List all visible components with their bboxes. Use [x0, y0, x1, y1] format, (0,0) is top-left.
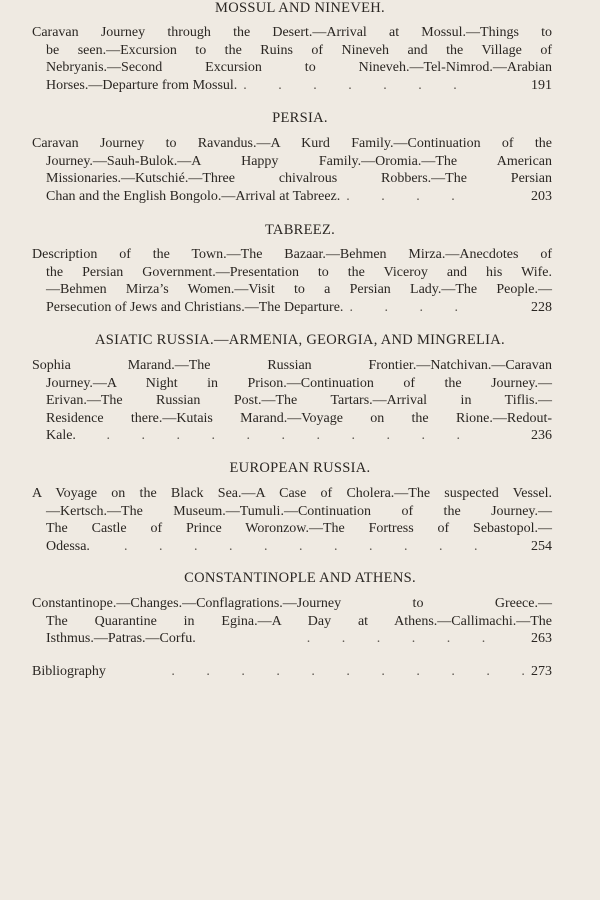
entry-line: Residence there.—Kutais Marand.—Voyage on the Rione.—Redout-	[46, 410, 552, 426]
toc-entry	[32, 485, 552, 555]
toc-entry	[32, 246, 552, 316]
page-number: 228	[531, 299, 552, 315]
entry-last-line	[32, 630, 552, 648]
entry-last-line	[32, 663, 552, 681]
entry-last-line	[32, 188, 552, 206]
entry-line: The Quarantine in Egina.—A Day at Athens.—Callimachi.—The	[46, 613, 552, 629]
entry-line: Nebryanis.—Second Excursion to Nineveh.—Tel-Nimrod.—Arabian	[46, 60, 552, 75]
entry-last-line	[32, 538, 552, 556]
toc-entry	[32, 357, 552, 445]
entry-line: Description of the Town.—The Bazaar.—Behmen Mirza.—Anecdotes of	[32, 247, 552, 262]
entry-line: —Kertsch.—The Museum.—Tumuli.—Continuation of the Journey.—	[46, 503, 552, 519]
section-heading: CONSTANTINOPLE AND ATHENS.	[184, 570, 416, 586]
section-heading: TABREEZ.	[264, 222, 336, 238]
bibliography-label: Bibliography	[32, 664, 106, 679]
page-number: 236	[531, 428, 552, 443]
section-heading: EUROPEAN RUSSIA.	[229, 460, 371, 476]
page-number: 273	[531, 664, 552, 679]
entry-line: Journey.—A Night in Prison.—Continuation of the Journey.—	[46, 375, 552, 391]
entry-line: Isthmus.—Patras.—Corfu.	[46, 631, 196, 646]
toc-entry	[32, 595, 552, 648]
dot-leader: . . . . . . . . . . .	[111, 664, 525, 679]
entry-line: Missionaries.—Kutschié.—Three chivalrous Robbers.—The Persian	[46, 171, 552, 186]
entry-line: be seen.—Excursion to the Ruins of Nineveh and the Village of	[46, 42, 552, 58]
entry-line: Caravan Journey through the Desert.—Arrival at Mossul.—Things to	[32, 25, 552, 40]
entry-line: Chan and the English Bongolo.—Arrival at Tabreez.	[46, 188, 341, 204]
dot-leader: . . . . . . . . . . .	[81, 428, 460, 443]
entry-line: Persecution of Jews and Christians.—The Departure.	[46, 299, 344, 315]
dot-leader: . . . .	[349, 299, 458, 315]
page-number: 191	[531, 77, 552, 93]
entry-line: Caravan Journey to Ravandus.—A Kurd Family.—Continuation of the	[32, 136, 552, 151]
page-number: 203	[531, 188, 552, 204]
entry-line: Erivan.—The Russian Post.—The Tartars.—Arrival in Tiflis.—	[46, 393, 552, 408]
dot-leader: . . . . . . .	[243, 77, 457, 93]
entry-line: Odessa.	[46, 538, 90, 554]
entry-line: Kale.	[46, 428, 76, 443]
dot-leader: . . . . . . . . . . .	[95, 538, 478, 554]
bibliography-entry	[32, 663, 552, 681]
entry-line: Horses.—Departure from Mossul.	[46, 77, 238, 93]
entry-last-line	[32, 299, 552, 317]
entry-line: —Behmen Mirza’s Women.—Visit to a Persian Lady.—The People.—	[46, 282, 552, 297]
section-heading: PERSIA.	[272, 110, 328, 126]
entry-line: A Voyage on the Black Sea.—A Case of Cholera.—The suspected Vessel.	[32, 486, 552, 501]
dot-leader: . . . . . .	[201, 631, 486, 646]
section-heading: MOSSUL AND NINEVEH.	[215, 0, 385, 16]
entry-line: Constantinope.—Changes.—Conflagrations.—Journey to Greece.—	[32, 596, 552, 611]
entry-last-line	[32, 77, 552, 95]
entry-last-line	[32, 427, 552, 445]
dot-leader: . . . .	[346, 188, 455, 204]
entry-line: The Castle of Prince Woronzow.—The Fortress of Sebastopol.—	[46, 521, 552, 536]
page-number: 254	[531, 538, 552, 554]
entry-line: Sophia Marand.—The Russian Frontier.—Natchivan.—Caravan	[32, 358, 552, 373]
toc-entry	[32, 135, 552, 205]
entry-line: the Persian Government.—Presentation to the Viceroy and his Wife.	[46, 264, 552, 280]
page-number: 263	[531, 631, 552, 646]
entry-line: Journey.—Sauh-Bulok.—A Happy Family.—Oromia.—The American	[46, 153, 552, 169]
section-heading: ASIATIC RUSSIA.—ARMENIA, GEORGIA, AND MINGRELIA.	[95, 332, 505, 348]
toc-entry	[32, 24, 552, 94]
